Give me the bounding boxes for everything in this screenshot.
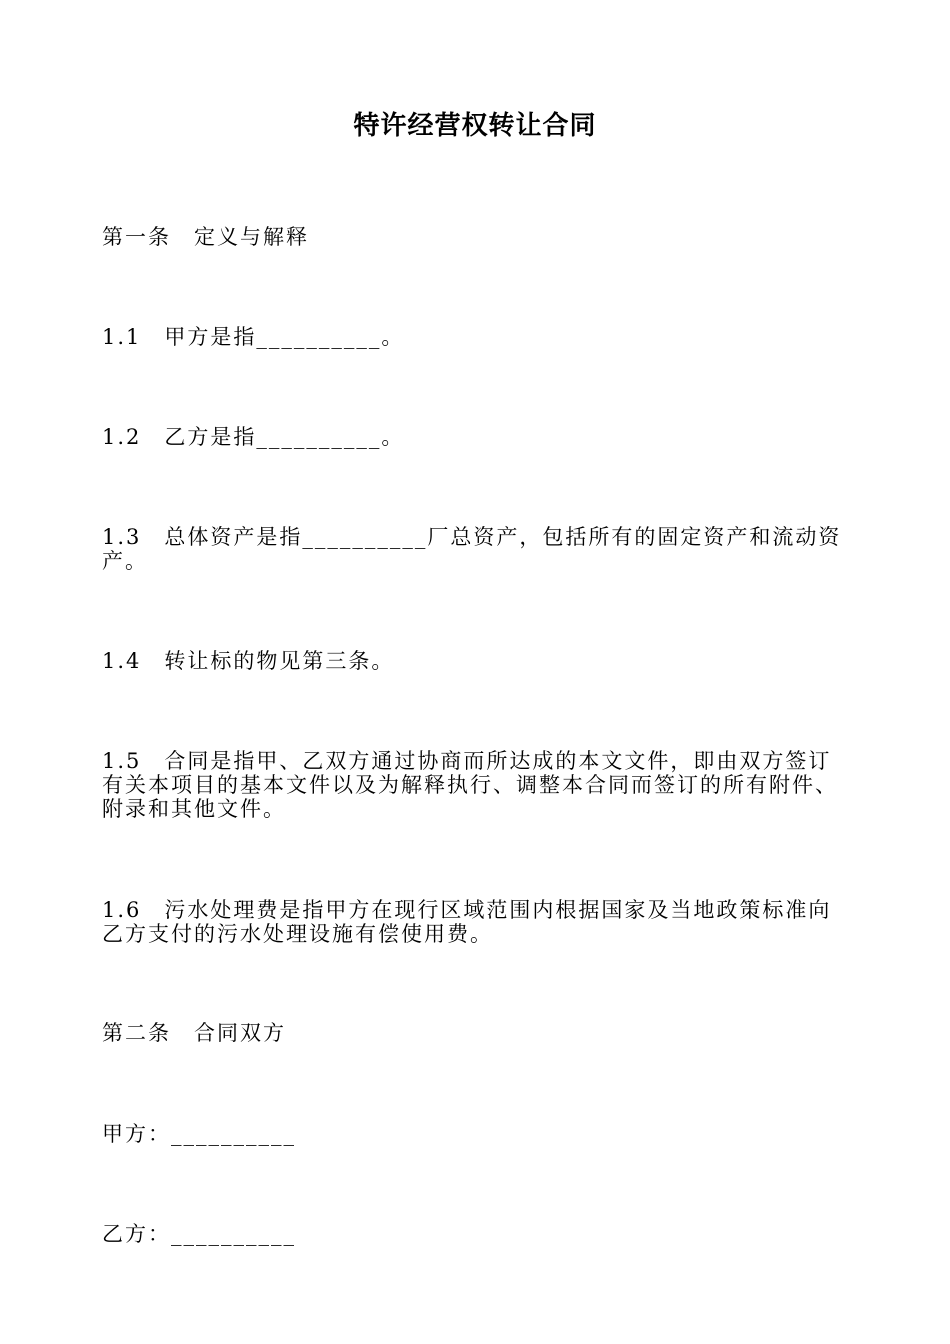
article-2-heading: 第二条 合同双方 — [102, 1021, 286, 1045]
clause-1-3: 1.3 总体资产是指__________厂总资产，包括所有的固定资产和流动资产。 — [102, 525, 842, 573]
clause-1-1: 1.1 甲方是指__________。 — [102, 325, 405, 349]
article-1-heading: 第一条 定义与解释 — [102, 225, 309, 249]
clause-1-5: 1.5 合同是指甲、乙双方通过协商而所达成的本文文件，即由双方签订有关本项目的基本文件以及为解释执行、调整本合同而签订的所有附件、附录和其他文件。 — [102, 749, 838, 821]
clause-1-6: 1.6 污水处理费是指甲方在现行区域范围内根据国家及当地政策标准向乙方支付的污水处理设施有偿使用费。 — [102, 898, 832, 946]
clause-1-2: 1.2 乙方是指__________。 — [102, 425, 405, 449]
clause-1-4: 1.4 转让标的物见第三条。 — [102, 649, 395, 673]
document-title: 特许经营权转让合同 — [353, 111, 597, 141]
party-b-line: 乙方：__________ — [102, 1222, 296, 1246]
party-a-line: 甲方：__________ — [102, 1122, 296, 1146]
